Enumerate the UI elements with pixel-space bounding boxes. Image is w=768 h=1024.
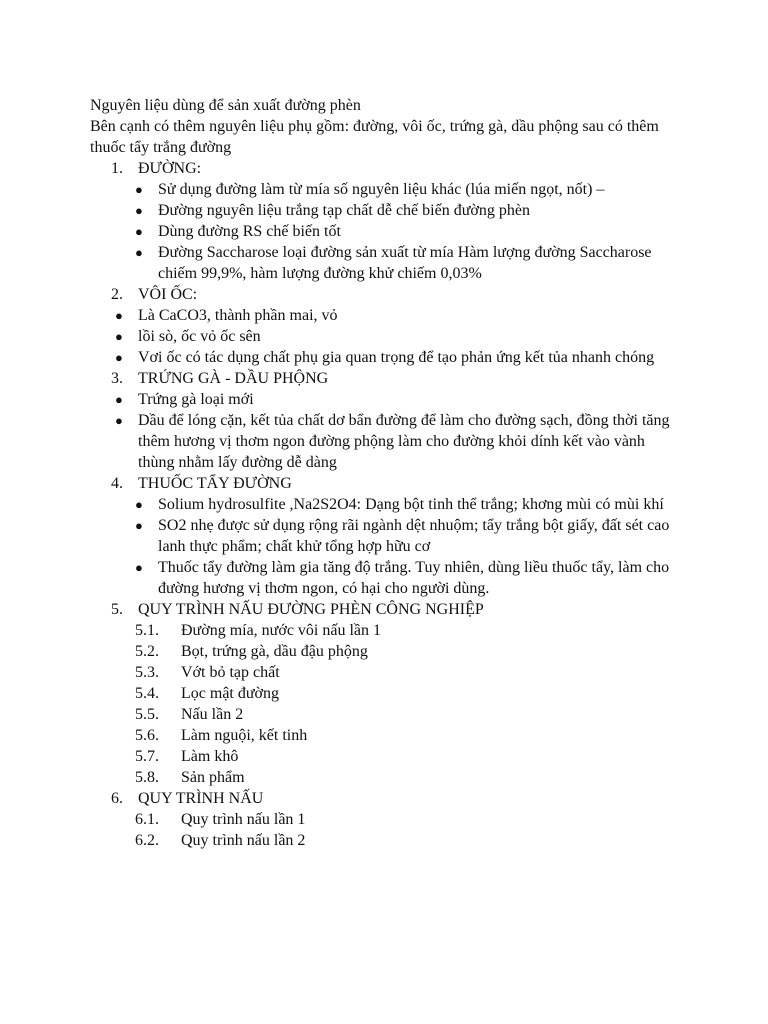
step-text: Làm nguội, kết tinh (181, 727, 308, 744)
list-item-text: Sử dụng đường làm từ mía số nguyên liệu khác (lúa miến ngọt, nốt) – (158, 181, 605, 198)
list-item-text: lồi sò, ốc vỏ ốc sên (138, 328, 261, 345)
bullet-icon: ● (115, 308, 123, 323)
list-item (90, 515, 670, 557)
bullet-icon: ● (115, 350, 123, 365)
step-item (90, 830, 670, 851)
list-item (90, 242, 670, 284)
list-item-text: Thuốc tẩy đường làm gia tăng độ trắng. Tuy nhiên, dùng liều thuốc tẩy, làm cho đường hương vị thơm ngon, có hại cho người dùng. (158, 559, 670, 597)
step-number: 5.3. (135, 664, 159, 681)
step-item (90, 641, 670, 662)
step-item (90, 767, 670, 788)
bullet-icon: ● (135, 203, 143, 218)
section-heading (90, 368, 670, 389)
bullet-icon: ● (135, 518, 143, 533)
step-text: Đường mía, nước vôi nấu lần 1 (181, 622, 382, 639)
step-text: Quy trình nấu lần 1 (181, 811, 306, 828)
step-text: Vớt bỏ tạp chất (181, 664, 280, 681)
section-title: QUY TRÌNH NẤU (138, 790, 264, 807)
step-text: Làm khô (181, 748, 239, 765)
step-number: 5.4. (135, 685, 159, 702)
bullet-icon: ● (135, 182, 143, 197)
list-item (90, 221, 670, 242)
bullet-icon: ● (115, 413, 123, 428)
list-item (90, 557, 670, 599)
list-item-text: Là CaCO3, thành phần mai, vỏ (138, 307, 338, 324)
bullet-icon: ● (115, 392, 123, 407)
list-item-text: Solium hydrosulfite ,Na2S2O4: Dạng bột tinh thể trắng; khơng mùi có mùi khí (158, 496, 664, 513)
list-item-text: Dùng đường RS chế biến tốt (158, 223, 341, 240)
step-number: 6.2. (135, 832, 159, 849)
step-text: Quy trình nấu lần 2 (181, 832, 306, 849)
step-item (90, 725, 670, 746)
bullet-icon: ● (115, 329, 123, 344)
intro-paragraph: Bên cạnh có thêm nguyên liệu phụ gồm: đường, vôi ốc, trứng gà, dầu phộng sau có thêm thuốc tẩy trắng đường (90, 118, 659, 156)
list-item (90, 410, 670, 473)
step-number: 5.6. (135, 727, 159, 744)
step-number: 5.2. (135, 643, 159, 660)
step-item (90, 809, 670, 830)
step-item (90, 662, 670, 683)
step-text: Nấu lần 2 (181, 706, 244, 723)
section-number: 6. (111, 790, 123, 807)
section-heading (90, 158, 670, 179)
bullet-icon: ● (135, 497, 143, 512)
list-item (90, 200, 670, 221)
bullet-icon: ● (135, 560, 143, 575)
section-heading (90, 473, 670, 494)
list-item (90, 389, 670, 410)
step-text: Sản phẩm (181, 769, 245, 786)
step-number: 6.1. (135, 811, 159, 828)
document-body (90, 95, 670, 851)
list-item (90, 347, 670, 368)
list-item (90, 179, 670, 200)
step-number: 5.8. (135, 769, 159, 786)
list-item-text: Vơi ốc có tác dụng chất phụ gia quan trọng để tạo phản ứng kết tủa nhanh chóng (138, 349, 655, 366)
section-title: VÔI ỐC: (138, 286, 198, 303)
document-title: Nguyên liệu dùng để sản xuất đường phèn (90, 97, 361, 114)
section-heading (90, 284, 670, 305)
step-item (90, 704, 670, 725)
section-title: ĐƯỜNG: (138, 160, 202, 177)
section-title: THUỐC TẨY ĐƯỜNG (138, 475, 292, 492)
section-number: 2. (111, 286, 123, 303)
step-item (90, 620, 670, 641)
list-item-text: Đường nguyên liệu trắng tạp chất dễ chế biến đường phèn (158, 202, 530, 219)
step-item (90, 746, 670, 767)
step-text: Bọt, trứng gà, dầu đậu phộng (181, 643, 368, 660)
list-item-text: Đường Saccharose loại đường sản xuất từ mía Hàm lượng đường Saccharose chiếm 99,9%, hàm lượng đường khử chiếm 0,03% (158, 244, 652, 282)
list-item (90, 305, 670, 326)
list-item-text: Trứng gà loại mới (138, 391, 254, 408)
step-item (90, 683, 670, 704)
bullet-icon: ● (135, 224, 143, 239)
bullet-icon: ● (135, 245, 143, 260)
step-text: Lọc mật đường (181, 685, 279, 702)
section-number: 5. (111, 601, 123, 618)
section-number: 1. (111, 160, 123, 177)
list-item (90, 494, 670, 515)
section-heading (90, 599, 670, 620)
section-title: QUY TRÌNH NẤU ĐƯỜNG PHÈN CÔNG NGHIỆP (138, 601, 484, 618)
section-heading (90, 788, 670, 809)
section-title: TRỨNG GÀ - DẦU PHỘNG (138, 370, 329, 387)
step-number: 5.1. (135, 622, 159, 639)
section-number: 4. (111, 475, 123, 492)
step-number: 5.5. (135, 706, 159, 723)
list-item (90, 326, 670, 347)
step-number: 5.7. (135, 748, 159, 765)
section-number: 3. (111, 370, 123, 387)
list-item-text: SO2 nhẹ được sử dụng rộng rãi ngành dệt nhuộm; tẩy trắng bột giấy, đất sét cao lanh thực phẩm; chất khử tổng hợp hữu cơ (158, 517, 670, 555)
list-item-text: Dầu để lóng cặn, kết tủa chất dơ bẩn đường để làm cho đường sạch, đồng thời tăng thêm hương vị thơm ngon đường phộng làm cho đường khỏi dính kết vào vành thùng nhằm lấy đường dễ dàng (138, 412, 670, 471)
